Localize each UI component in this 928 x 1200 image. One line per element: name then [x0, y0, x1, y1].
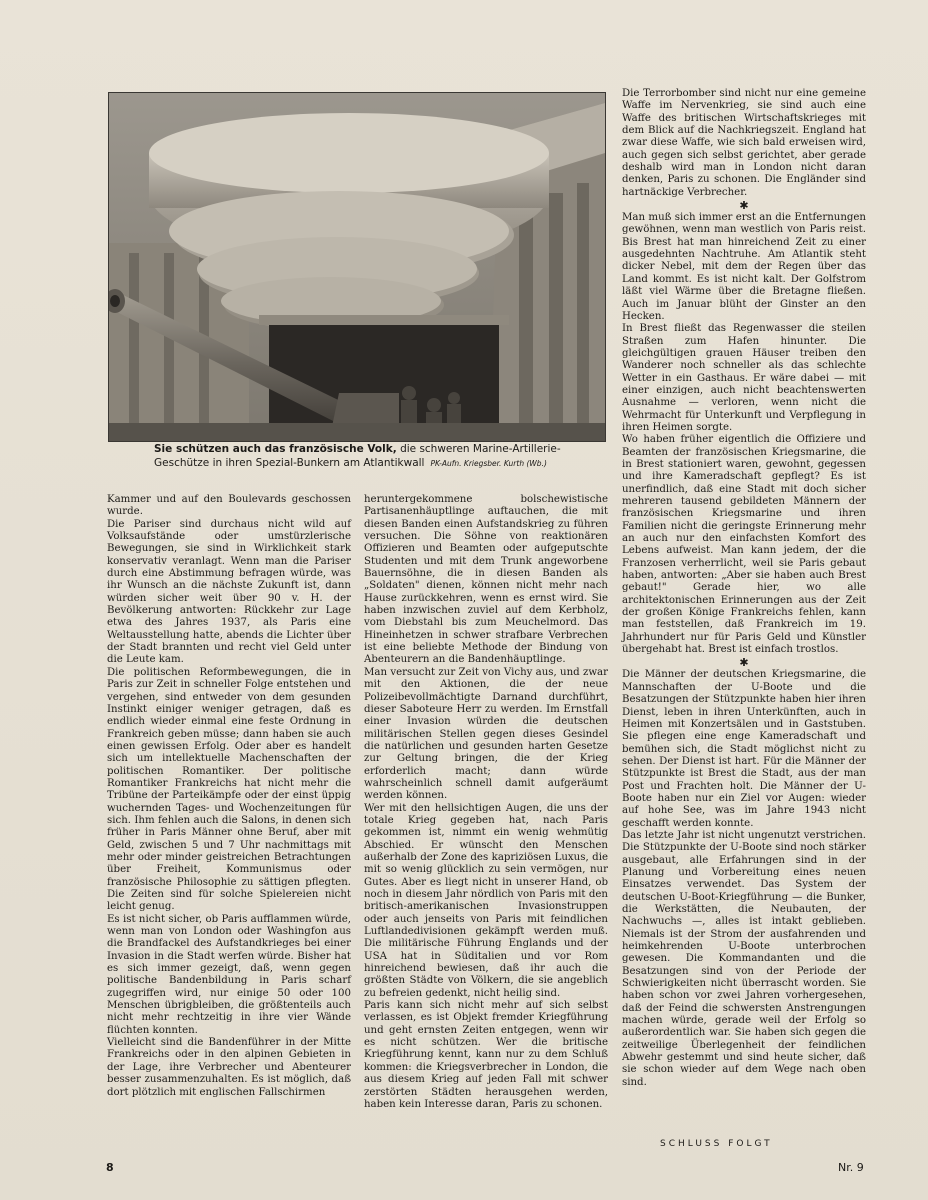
caption-bold: Sie schützen auch das französische Volk,: [154, 443, 397, 455]
caption-line-2: [154, 457, 614, 471]
paragraph: Die Pariser sind durchaus nicht wild auf Volksaufstände oder umstürzlerische Bewegungen, sie sind in Wirklichkeit stark konservativ veranlagt. Wenn man die Pariser durch eine Abstimmung befragen würde, was ihr Wunsch an die nächste Zukunft ist, dann würden sicher weit über 90 v. H. der Bevölkerung antworten: Rückkehr zur Lage etwa des Jahres 1937, als Paris eine Weltausstellung hatte, abends die Lichter über der Stadt brannten und recht viel Geld unter die Leute kam.: [107, 518, 351, 666]
paragraph: Man muß sich immer erst an die Entfernungen gewöhnen, wenn man westlich von Paris reist. Bis Brest hat man hinreichend Zeit zu einer ausgedehnten Nachtruhe. Am Atlantik steht dicker Nebel, mit dem der Regen über das Land kommt. Es ist nicht kalt. Der Golfstrom läßt viel Wärme über die Bretagne fließen. Auch im Januar blüht der Ginster an den Hecken.: [622, 212, 866, 322]
caption-line-1: [154, 443, 614, 457]
paragraph: Es ist nicht sicher, ob Paris aufflammen würde, wenn man von London oder Washingfon aus die Brandfackel des Aufstandkrieges bei einer Invasion in die Stadt werfen würde. Bisher hat es sich immer gezeigt, daß, wenn gegen politische Bandenbildung in Paris scharf zugegriffen wird, nur einige 50 oder 100 Menschen übrigbleiben, die größtenteils auch nicht mehr rechtzeitig in ihre vier Wände flüchten konnten.: [107, 913, 351, 1036]
paragraph: Die Männer der deutschen Kriegsmarine, die Mannschaften der U-Boote und die Besatzungen der Stützpunkte haben hier ihren Dienst, leben in ihren Unterkünften, auch in Heimen mit Konzertsälen und in Gaststuben. Sie pflegen eine enge Kameradschaft und bemühen sich, die Stadt möglichst nicht zu sehen. Der Dienst ist hart. Für die Männer der Stützpunkte ist Brest die Stadt, aus der man Post und Frachten holt. Die Männer der U-Boote haben nur ein Ziel vor Augen: wieder auf hohe See, was im Jahre 1943 nicht geschafft werden konnte.: [622, 669, 866, 829]
photo-caption: [154, 443, 614, 470]
paragraph: Die politischen Reformbewegungen, die in Paris zur Zeit in schneller Folge entstehen und vergehen, sind entweder von dem gesunden Instinkt einiger weniger getragen, daß es endlich wieder einmal eine feste Ordnung in Frankreich geben müsse; dann haben sie auch einen gewissen Erfolg. Oder aber es handelt sich um intellektuelle Machenschaften der politischen Romantiker. Der politische Romantiker Frankreichs hat nicht mehr die Tribüne der Parteikämpfe oder der einst üppig wuchernden Tages- und Wochenzeitungen für sich. Ihm fehlen auch die Salons, in denen sich früher in Paris Männer ohne Beruf, aber mit Geld, zwischen 5 und 7 Uhr nachmittags mit mehr oder minder geistreichen Betrachtungen über Freiheit, Kommunismus oder französische Philosophie zu sättigen pflegten. Die Zeiten sind für solche Spielereien nicht leicht genug.: [107, 666, 351, 913]
paragraph: Die Terrorbomber sind nicht nur eine gemeine Waffe im Nervenkrieg, sie sind auch eine Waffe des britischen Wirtschaftskrieges mit dem Blick auf die Nachkriegszeit. England hat zwar diese Waffe, wie sich bald erweisen wird, auch gegen sich selbst gerichtet, aber gerade deshalb wird man in London nicht daran denken, Paris zu schonen. Die Engländer sind hartnäckige Verbrecher.: [622, 88, 866, 198]
paragraph: Das letzte Jahr ist nicht ungenutzt verstrichen. Die Stützpunkte der U-Boote sind noch stärker ausgebaut, alle Erfahrungen sind in der Planung und Vorbereitung eines neuen Einsatzes verwendet. Das System der deutschen U-Boot-Kriegführung — die Bunker, die Werkstätten, die Neubauten, der Nachwuchs —, alles ist intakt geblieben. Niemals ist der Strom der ausfahrenden und heimkehrenden U-Boote unterbrochen gewesen. Die Kommandanten und die Besatzungen sind von der Periode der Schwierigkeiten nicht überrascht worden. Sie haben schon vor zwei Jahren vorhergesehen, daß der Feind die schwersten Anstrengungen machen würde, gerade weil der Erfolg so außerordentlich war. Sie haben sich gegen die zeitweilige Überlegenheit der feindlichen Abwehr gestemmt und sind heute sicher, daß sie schon wieder auf dem Wege nach oben sind.: [622, 829, 866, 1088]
paragraph: Paris kann sich nicht mehr auf sich selbst verlassen, es ist Objekt fremder Kriegführung und geht ernsten Zeiten entgegen, wenn wir es nicht schützen. Wer die britische Kriegführung kennt, kann nur zu dem Schluß kommen: die Kriegsverbrecher in London, die aus diesem Krieg auf jeden Fall mit schwer zerstörten Städten herausgehen werden, haben kein Interesse daran, Paris zu schonen.: [364, 1000, 608, 1110]
section-separator-icon: ✱: [739, 656, 749, 670]
paragraph: Wo haben früher eigentlich die Offiziere und Beamten der französischen Kriegsmarine, die in Brest stationiert waren, gewohnt, gegessen und ihre Kameradschaft gepflegt? Es ist unerfindlich, daß eine Stadt mit doch sicher mehreren tausend gebildeten Männern der französischen Kriegsmarine und ihren Familien nicht die geringste Erinnerung mehr an auch nur den einfachsten Komfort des Lebens aufweist. Man kann jedem, der die Franzosen verherrlicht, weil sie Paris gebaut haben, antworten: „Aber sie haben auch Brest gebaut!" Gerade hier, wo alle architektonischen Erinnerungen aus der Zeit der großen Könige Frankreichs fehlen, kann man feststellen, daß Frankreich im 19. Jahrhundert nur für Paris Geld und Künstler übergehabt hat. Brest ist einfach trostlos.: [622, 434, 866, 656]
photo-credit: PK-Aufn. Kriegsber. Kurth (Wb.): [430, 458, 547, 468]
text-column-3: [622, 88, 866, 1143]
caption-line2: Geschütze in ihren Spezial-Bunkern am Atlantikwall: [154, 456, 425, 469]
paragraph: In Brest fließt das Regenwasser die steilen Straßen zum Hafen hinunter. Die gleichgültigen grauen Häuser treiben den Wanderer noch schneller als das schlechte Wetter in ein Gasthaus. Er wäre dabei — mit einer einzigen, auch nicht beachtenswerten Ausnahme — verloren, wenn nicht die Wehrmacht für Unterkunft und Verpflegung in ihren Heimen sorgte.: [622, 323, 866, 433]
paragraph: Man versucht zur Zeit von Vichy aus, und zwar mit den Aktionen, die der neue Polizeibevollmächtigte Darnand durchführt, dieser Saboteure Herr zu werden. Im Ernstfall einer Invasion würden die deutschen militärischen Stellen gegen dieses Gesindel die natürlichen und gesunden harten Gesetze zur Geltung bringen, die der Krieg erforderlich macht; dann würde wahrscheinlich schnell damit aufgeräumt werden können.: [364, 666, 608, 802]
caption-line1-rest: die schweren Marine-Artillerie-: [400, 443, 561, 455]
paragraph: Wer mit den hellsichtigen Augen, die uns der totale Krieg gegeben hat, nach Paris gekommen ist, nimmt ein wenig wehmütig Abschied. Er wünscht den Menschen außerhalb der Zone des kapriziösen Luxus, die mit so wenig glücklich zu sein vermögen, nur Gutes. Aber es liegt nicht in unserer Hand, ob noch in diesem Jahr nördlich von Paris mit den britisch-amerikanischen Invasionstruppen oder auch jenseits von Paris mit feindlichen Luftlandedivisionen gekämpft werden muß. Die militärische Führung Englands und der USA hat in Süditalien und vor Rom hinreichend bewiesen, daß ihr auch die größten Städte von Völkern, die sie angeblich zu befreien gedenkt, nicht heilig sind.: [364, 802, 608, 999]
bunker-photo: [108, 92, 606, 442]
text-column-1: [107, 494, 351, 1144]
paragraph: Vielleicht sind die Bandenführer in der Mitte Frankreichs oder in den alpinen Gebieten in der Lage, ihre Verbrecher und Abenteurer besser zusammenzuhalten. Es ist möglich, daß dort plötzlich mit englischen Fallschirmen: [107, 1037, 351, 1098]
page-number: 8: [106, 1161, 114, 1174]
section-separator-icon: ✱: [739, 199, 749, 213]
paragraph: heruntergekommene bolschewistische Partisanenhäuptlinge auftauchen, die mit diesen Banden einen Aufstandskrieg zu führen versuchen. Die Söhne von reaktionären Offizieren und Beamten oder aufgeputschte Studenten und mit dem Trunk angeworbene Bauernsöhne, die in diesen Banden als „Soldaten" dienen, können nicht mehr nach Hause zurückkehren, wenn es ernst wird. Sie haben inzwischen zuviel auf dem Kerbholz, vom Diebstahl bis zum Meuchelmord. Das Hineinhetzen in schwer strafbare Verbrechen ist eine beliebte Methode der Bindung von Abenteurern an die Bandenhäuptlinge.: [364, 494, 608, 666]
text-column-2: [364, 494, 608, 1144]
issue-number: Nr. 9: [838, 1161, 864, 1174]
paragraph: Kammer und auf den Boulevards geschossen wurde.: [107, 494, 351, 518]
continued-note: SCHLUSS FOLGT: [660, 1139, 773, 1149]
bunker-gun-illustration: [109, 93, 605, 441]
